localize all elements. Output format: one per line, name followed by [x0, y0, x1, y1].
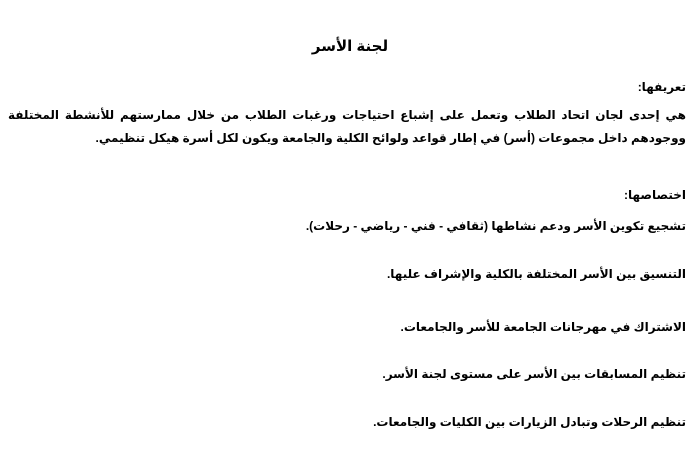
duty-item: الاشتراك في مهرجانات الجامعة للأسر والجامعات.: [400, 320, 686, 334]
duty-item: تنظيم المسابقات بين الأسر على مستوى لجنة الأسر.: [382, 367, 686, 381]
duties-heading: اختصاصها:: [623, 188, 686, 202]
duty-item: التنسيق بين الأسر المختلفة بالكلية والإشراف عليها.: [386, 267, 686, 281]
definition-heading: تعريفها:: [637, 80, 686, 94]
definition-paragraph: هي إحدى لجان اتحاد الطلاب وتعمل على إشباع احتياجات ورغبات الطلاب من خلال ممارستهم للأنشطة المختلفة ووجودهم داخل مجموعات (أسر) في إطار قواعد ولوائح الكلية والجامعة ويكون لكل أسرة هيكل تنظيمي.: [8, 108, 686, 145]
page-title: لجنة الأسر: [311, 38, 389, 55]
duty-item: تنظيم الرحلات وتبادل الزيارات بين الكليات والجامعات.: [373, 415, 686, 429]
duty-item: تشجيع تكوين الأسر ودعم نشاطها (ثقافي - فني - رياضي - رحلات).: [305, 219, 686, 233]
